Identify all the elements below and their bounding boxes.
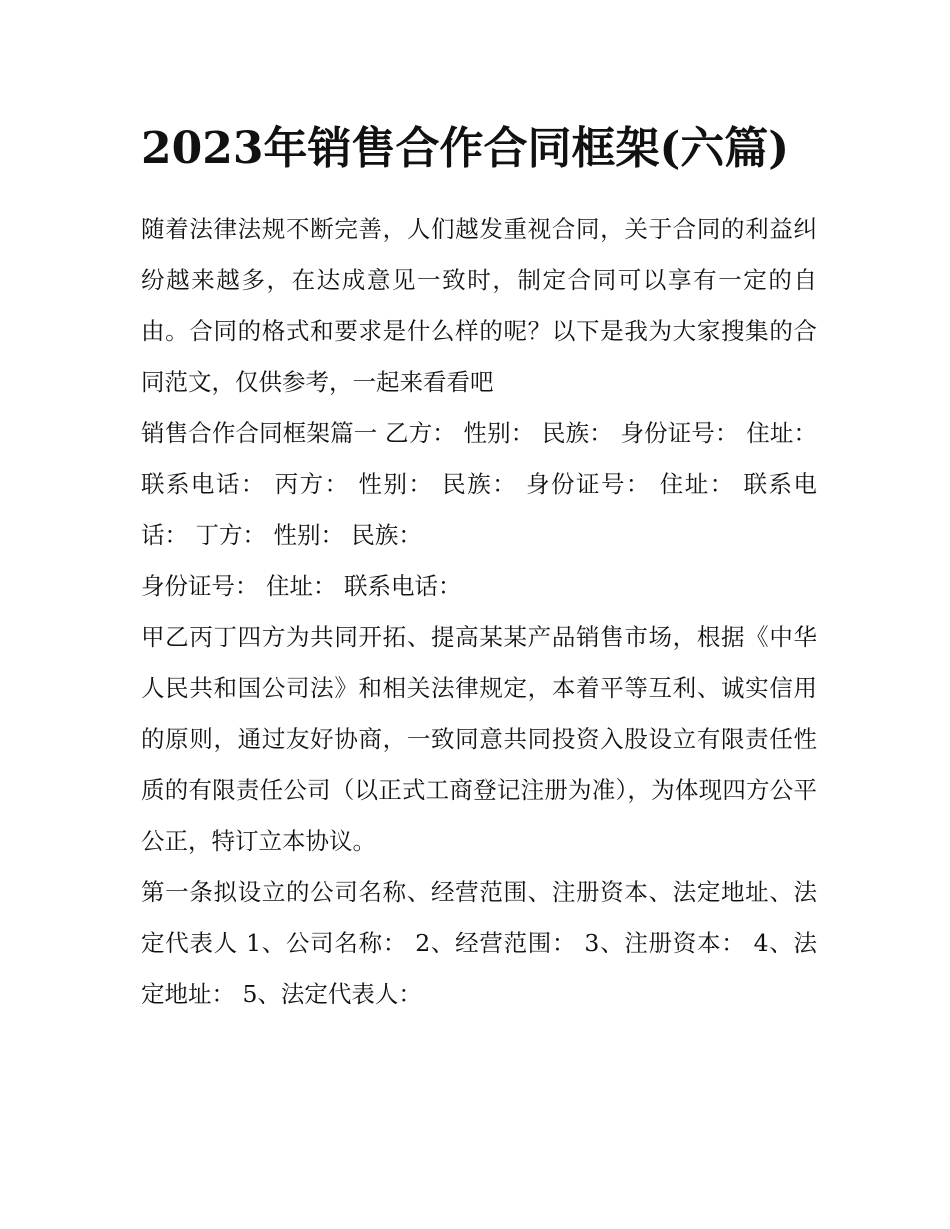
parties-id-paragraph: 身份证号： 住址： 联系电话： (141, 572, 462, 600)
document-title: 2023年销售合作合同框架(六篇) (141, 123, 790, 174)
parties-paragraph: 销售合作合同框架篇一 乙方： 性别： 民族： 身份证号： 住址： 联系电话： 丙方： 性别： 民族： 身份证号： 住址： 联系电话： 丁方： 性别： 民族： (141, 419, 817, 549)
document-page (141, 112, 817, 1020)
intro-paragraph: 随着法律法规不断完善，人们越发重视合同，关于合同的利益纠纷越来越多，在达成意见一致时，制定合同可以享有一定的自由。合同的格式和要求是什么样的呢？以下是我为大家搜集的合同范文，仅供参考，一起来看看吧 (141, 215, 817, 396)
article-one-paragraph: 第一条拟设立的公司名称、经营范围、注册资本、法定地址、法定代表人 1、公司名称： 2、经营范围： 3、注册资本： 4、法定地址： 5、法定代表人： (141, 878, 817, 1008)
purpose-paragraph: 甲乙丙丁四方为共同开拓、提高某某产品销售市场，根据《中华人民共和国公司法》和相关法律规定，本着平等互利、诚实信用的原则，通过友好协商，一致同意共同投资入股设立有限责任性质的有限责任公司（以正式工商登记注册为准），为体现四方公平公正，特订立本协议。 (141, 623, 817, 855)
